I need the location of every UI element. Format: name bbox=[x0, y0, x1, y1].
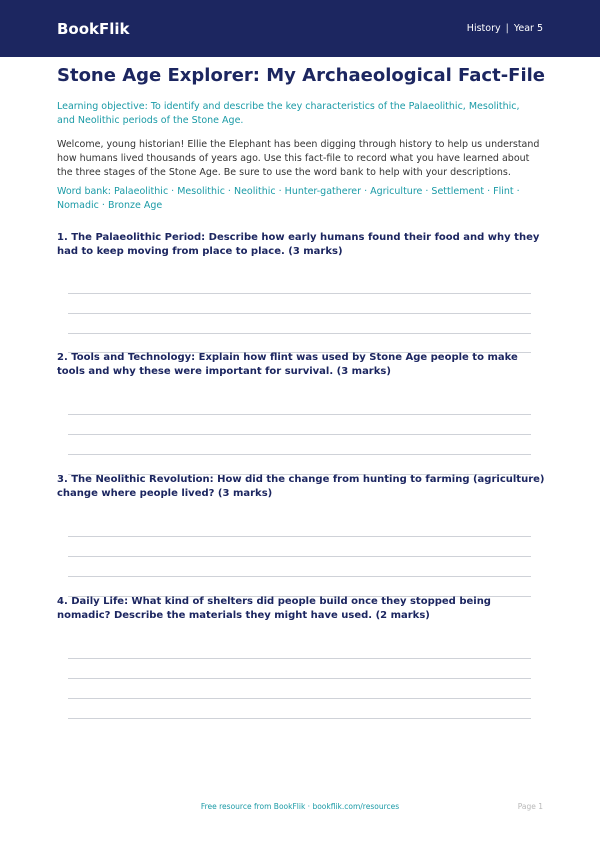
footer-link[interactable]: Free resource from BookFlik · bookflik.com/resources bbox=[200, 802, 400, 811]
answer-line[interactable] bbox=[68, 313, 531, 314]
answer-line[interactable] bbox=[68, 536, 531, 537]
breadcrumb-subject[interactable]: History bbox=[466, 23, 501, 34]
page-number: Page 1 bbox=[517, 802, 543, 811]
answer-line[interactable] bbox=[68, 658, 531, 659]
learning-objective: Learning objective: To identify and describe the key characteristics of the Palaeolithic, Mesolithic, and Neolithic periods of the Stone Age. bbox=[57, 101, 520, 126]
question-3: 3. The Neolithic Revolution: How did the change from hunting to farming (agriculture) change where people lived? (3 marks) bbox=[57, 474, 545, 499]
question-4: 4. Daily Life: What kind of shelters did people build once they stopped being nomadic? Describe the materials they might have used. (2 marks) bbox=[57, 596, 491, 621]
answer-line[interactable] bbox=[68, 293, 531, 294]
breadcrumb-separator: | bbox=[505, 23, 509, 34]
answer-line[interactable] bbox=[68, 556, 531, 557]
answer-line[interactable] bbox=[68, 718, 531, 719]
page-header bbox=[0, 0, 600, 57]
answer-line[interactable] bbox=[68, 434, 531, 435]
brand-logo[interactable]: BookFlik bbox=[57, 19, 130, 38]
answer-line[interactable] bbox=[68, 333, 531, 334]
word-bank: Word bank: Palaeolithic · Mesolithic · Neolithic · Hunter-gatherer · Agriculture · Settlement · Flint · Nomadic · Bronze Age bbox=[57, 186, 520, 211]
answer-line[interactable] bbox=[68, 454, 531, 455]
answer-line[interactable] bbox=[68, 698, 531, 699]
page-title: Stone Age Explorer: My Archaeological Fact-File bbox=[57, 65, 546, 86]
answer-line[interactable] bbox=[68, 414, 531, 415]
question-2: 2. Tools and Technology: Explain how flint was used by Stone Age people to make tools and why these were important for survival. (3 marks) bbox=[57, 352, 518, 377]
breadcrumb bbox=[467, 23, 543, 34]
page-footer bbox=[0, 802, 600, 816]
answer-line[interactable] bbox=[68, 576, 531, 577]
breadcrumb-year[interactable]: Year 5 bbox=[513, 23, 543, 34]
answer-line[interactable] bbox=[68, 678, 531, 679]
question-1: 1. The Palaeolithic Period: Describe how early humans found their food and why they had to keep moving from place to place. (3 marks) bbox=[57, 232, 540, 257]
intro-paragraph: Welcome, young historian! Ellie the Elephant has been digging through history to help us understand how humans lived thousands of years ago. Use this fact-file to record what you have learned about the three stages of the Stone Age. Be sure to use the word bank to help with your descriptions. bbox=[57, 139, 540, 178]
